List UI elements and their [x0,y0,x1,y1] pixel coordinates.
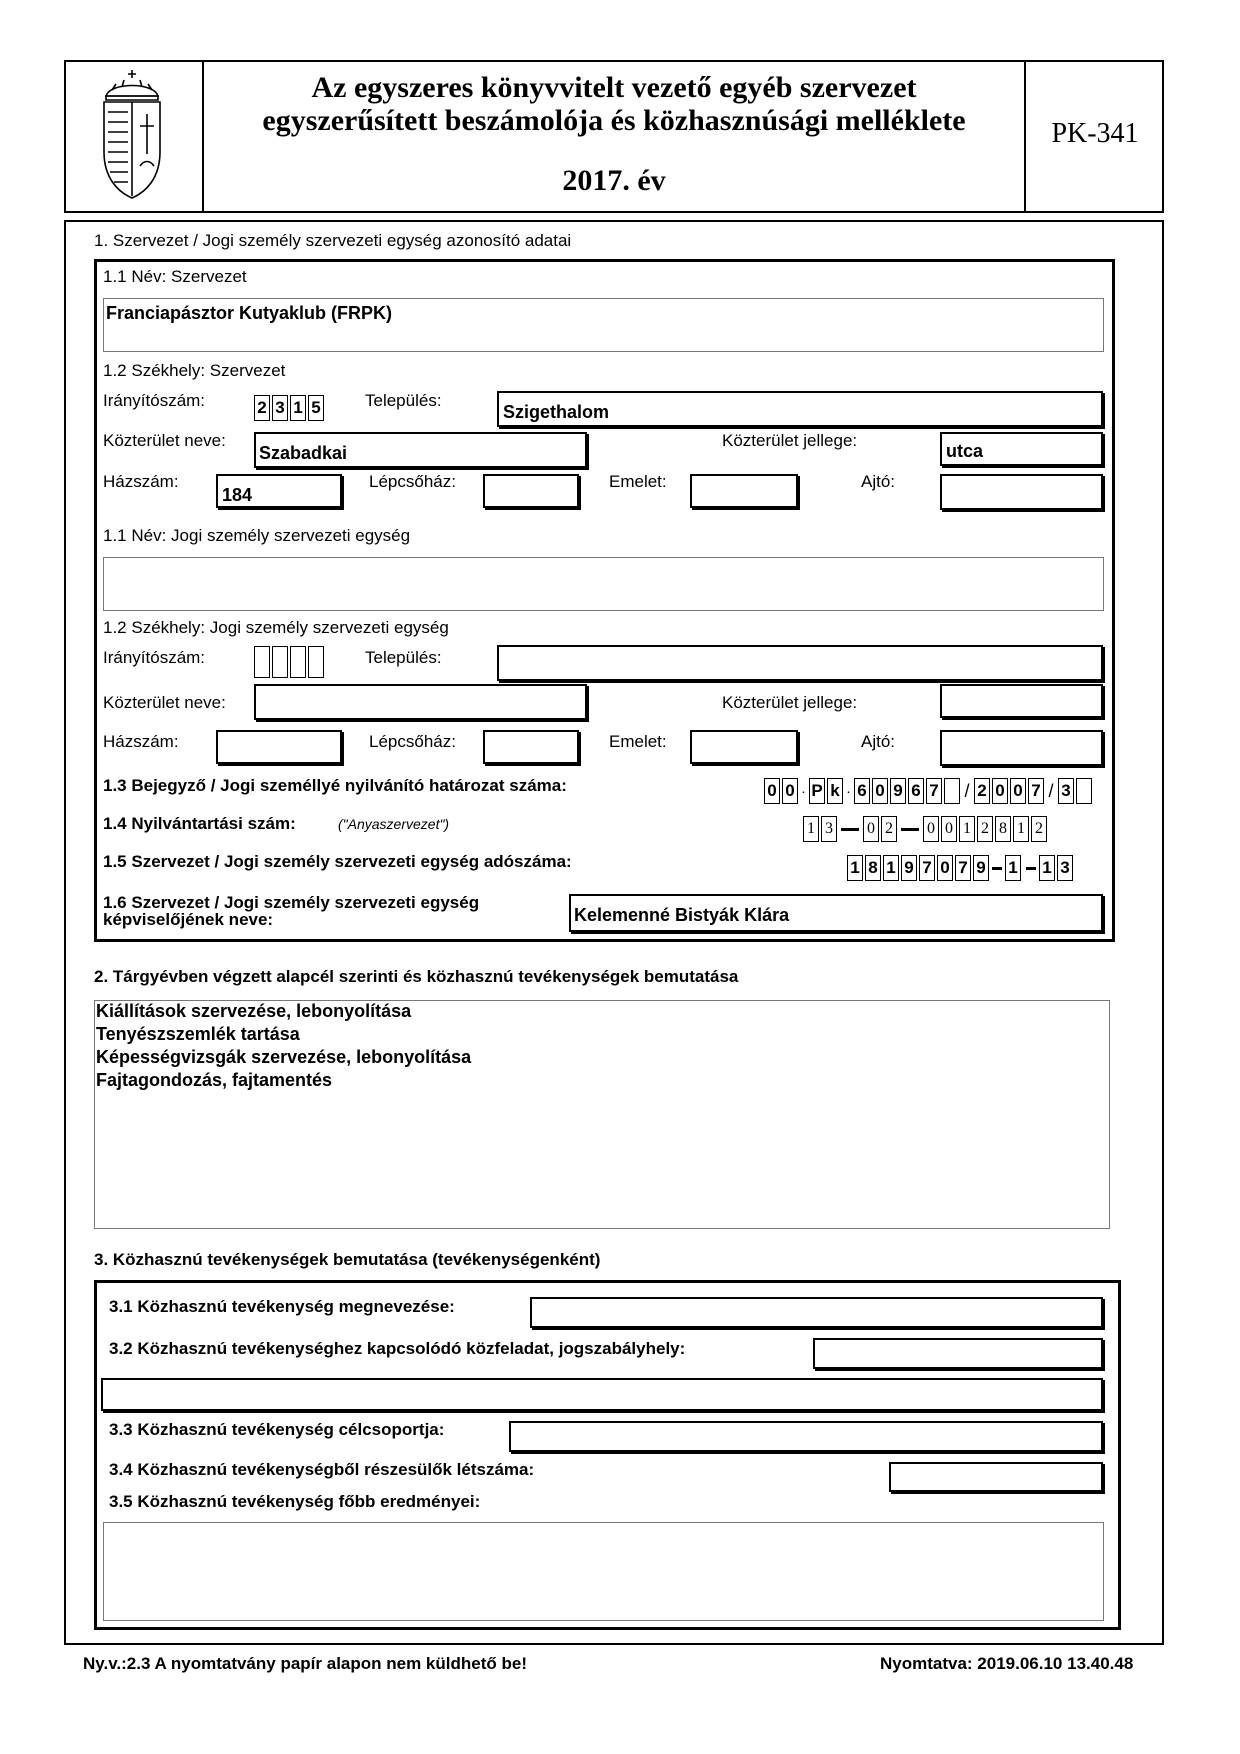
record-cell: 1 [959,816,975,842]
unit-floor-label: Emelet: [609,732,667,751]
tax-cell: 9 [973,855,989,881]
postcode-field[interactable] [254,395,326,421]
unit-street-type-field[interactable] [940,684,1103,718]
house-field[interactable] [216,474,342,508]
postcode-digit: 3 [272,395,288,421]
reg-cell: P [809,778,825,804]
unit-house-field[interactable] [216,730,342,764]
unit-floor-field[interactable] [690,730,798,764]
reg-cell [944,778,960,804]
reg-cell: 2 [974,778,990,804]
name-org-value: Franciapásztor Kutyaklub (FRPK) [106,303,393,323]
postcode-digit [254,646,270,678]
tax-separator-dash [992,867,1002,870]
reg-cell: k [827,778,843,804]
unit-stair-label: Lépcsőház: [369,732,456,751]
reg-cell: 6 [908,778,924,804]
door-label: Ajtó: [861,472,896,491]
unit-city-field[interactable] [497,645,1103,681]
record-cell: 2 [1031,816,1047,842]
record-separator-dash [841,828,859,831]
record-label: 1.4 Nyilvántartási szám: [103,814,296,833]
stair-label: Lépcsőház: [369,472,456,491]
public-activity-name-label: 3.1 Közhasznú tevékenység megnevezése: [109,1297,455,1316]
name-org-label: 1.1 Név: Szervezet [103,267,247,286]
tax-cell: 1 [1005,855,1021,881]
record-note: ("Anyaszervezet") [338,816,450,832]
record-cell: 1 [1013,816,1029,842]
reg-cell: 0 [1010,778,1026,804]
floor-label: Emelet: [609,472,667,491]
reg-separator-dot: · [846,783,851,799]
name-unit-field[interactable] [103,557,1104,611]
reg-cell [1076,778,1092,804]
section2-title: 2. Tárgyévben végzett alapcél szerinti és közhasznú tevékenységek bemutatása [94,967,739,986]
public-activity-name-field[interactable] [530,1297,1103,1328]
reg-cell: 7 [1028,778,1044,804]
house-label: Házszám: [103,472,179,491]
city-value: Szigethalom [503,402,610,422]
form-code: PK-341 [1051,118,1139,149]
public-task-label: 3.2 Közhasznú tevékenységhez kapcsolódó közfeladat, jogszabályhely: [109,1339,686,1358]
form-year: 2017. év [562,164,666,197]
record-cell: 1 [803,816,819,842]
record-cell: 2 [977,816,993,842]
representative-value: Kelemenné Bistyák Klára [574,905,790,925]
beneficiaries-field[interactable] [889,1462,1103,1492]
unit-door-field[interactable] [940,730,1103,766]
stair-field[interactable] [483,474,579,508]
unit-street-type-label: Közterület jellege: [722,693,858,712]
reg-separator-slash: / [964,780,970,801]
postcode-digit [308,646,324,678]
postcode-digit [272,646,288,678]
section1-title: 1. Szervezet / Jogi személy szervezeti egység azonosító adatai [94,231,572,250]
representative-label-line2: képviselőjének neve: [103,910,274,929]
activities-line: Kiállítások szervezése, lebonyolítása [96,1001,412,1021]
reg-cell: 0 [872,778,888,804]
reg-cell: 6 [854,778,870,804]
street-value: Szabadkai [259,443,348,463]
tax-number-field[interactable] [847,855,1075,881]
beneficiaries-label: 3.4 Közhasznú tevékenységből részesülők létszáma: [109,1460,535,1479]
target-group-field[interactable] [509,1421,1103,1452]
door-field[interactable] [940,474,1103,510]
tax-cell: 1 [883,855,899,881]
representative-field[interactable] [569,894,1103,932]
tax-cell: 7 [955,855,971,881]
record-cell: 3 [821,816,837,842]
tax-separator-dash [1026,867,1036,870]
activities-line: Képességvizsgák szervezése, lebonyolítása [96,1047,472,1067]
house-value: 184 [222,485,253,505]
unit-street-label: Közterület neve: [103,693,226,712]
street-type-field[interactable] [940,432,1103,466]
postcode-digit: 5 [308,395,324,421]
postcode-digit: 2 [254,395,270,421]
name-unit-label: 1.1 Név: Jogi személy szervezeti egység [103,526,411,545]
print-timestamp: Nyomtatva: 2019.06.10 13.40.48 [880,1654,1134,1673]
unit-street-field[interactable] [254,684,587,720]
target-group-label: 3.3 Közhasznú tevékenység célcsoportja: [109,1420,445,1439]
results-label: 3.5 Közhasznú tevékenység főbb eredményei: [109,1492,481,1511]
record-separator-dash [901,828,919,831]
tax-cell: 3 [1057,855,1073,881]
seat-org-label: 1.2 Székhely: Szervezet [103,361,286,380]
floor-field[interactable] [690,474,798,508]
reg-cell: 0 [992,778,1008,804]
section3-title: 3. Közhasznú tevékenységek bemutatása (tevékenységenként) [94,1250,601,1269]
tax-number-label: 1.5 Szervezet / Jogi személy szervezeti egység adószáma: [103,852,572,871]
tax-cell: 0 [937,855,953,881]
activities-line: Tenyészszemlék tartása [96,1024,300,1044]
unit-city-label: Település: [365,648,442,667]
reg-separator-dot: · [801,783,806,799]
street-type-value: utca [946,441,984,461]
record-cell: 8 [995,816,1011,842]
activities-textarea[interactable] [94,1000,1110,1229]
street-label: Közterület neve: [103,431,226,450]
tax-cell: 9 [901,855,917,881]
record-number-field[interactable] [803,816,1049,842]
reg-cell: 0 [782,778,798,804]
unit-stair-field[interactable] [483,730,579,764]
tax-cell: 1 [1039,855,1055,881]
reg-cell: 3 [1058,778,1074,804]
postcode-digit [290,646,306,678]
unit-house-label: Házszám: [103,732,179,751]
coat-of-arms-icon [92,66,172,206]
record-cell: 0 [863,816,879,842]
tax-cell: 8 [865,855,881,881]
postcode-digit: 1 [290,395,306,421]
record-cell: 0 [941,816,957,842]
reg-separator-slash: / [1048,780,1054,801]
reg-cell: 7 [926,778,942,804]
registration-label: 1.3 Bejegyző / Jogi személlyé nyilvánító határozat száma: [103,776,567,795]
results-textarea[interactable] [103,1522,1104,1621]
seat-unit-label: 1.2 Székhely: Jogi személy szervezeti egység [103,618,449,637]
public-task-field[interactable] [101,1378,1103,1411]
tax-cell: 7 [919,855,935,881]
unit-door-label: Ajtó: [861,732,896,751]
public-task-field-short[interactable] [813,1338,1103,1369]
representative-label-line1: 1.6 Szervezet / Jogi személy szervezeti egység [103,893,480,912]
activities-line: Fajtagondozás, fajtamentés [96,1070,333,1090]
unit-postcode-field[interactable] [254,646,326,678]
form-title-line2: egyszerűsített beszámolója és közhasznúsági melléklete [262,104,966,137]
street-type-label: Közterület jellege: [722,431,858,450]
registration-number-field[interactable] [764,778,1094,804]
record-cell: 0 [923,816,939,842]
unit-postcode-label: Irányítószám: [103,648,206,667]
reg-cell: 0 [764,778,780,804]
postcode-label: Irányítószám: [103,391,206,410]
footer-note: Ny.v.:2.3 A nyomtatvány papír alapon nem küldhető be! [83,1654,527,1673]
record-cell: 2 [881,816,897,842]
street-field[interactable] [254,432,587,468]
name-org-field[interactable] [103,298,1104,352]
city-field[interactable] [497,391,1103,427]
reg-cell: 9 [890,778,906,804]
tax-cell: 1 [847,855,863,881]
city-label: Település: [365,391,442,410]
form-title-line1: Az egyszeres könyvvitelt vezető egyéb szervezet [311,71,917,104]
